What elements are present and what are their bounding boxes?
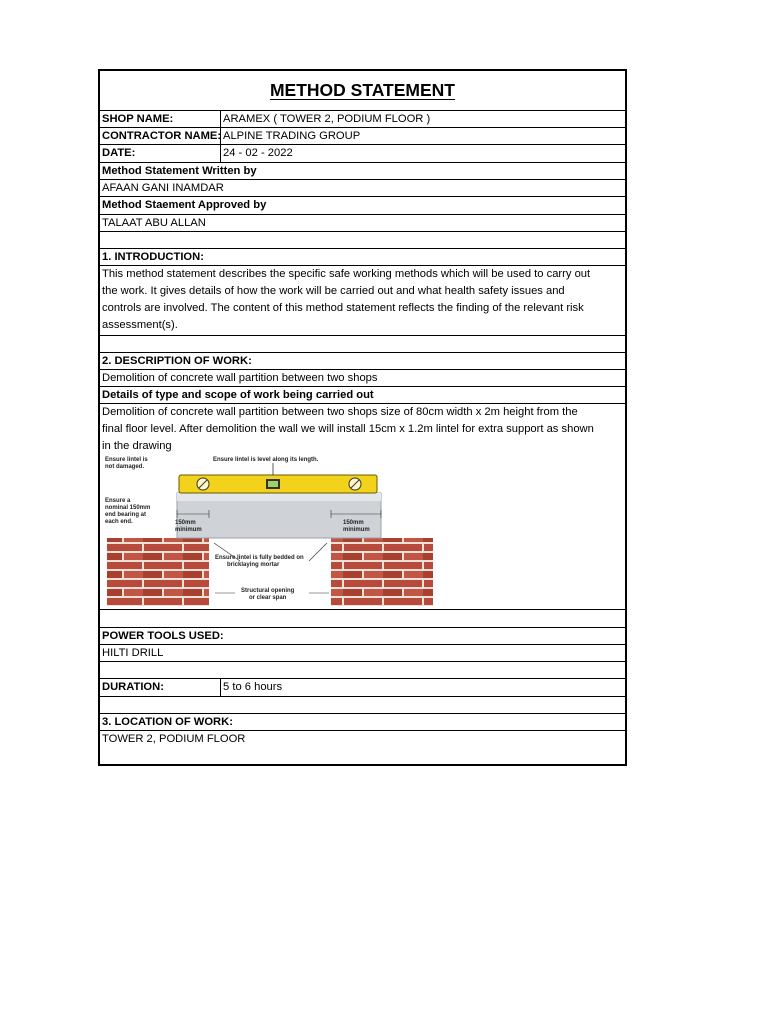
introduction-line: This method statement describes the specific safe working methods which will be used to carry out	[102, 268, 591, 280]
label-nominal-2: nominal 150mm	[105, 505, 151, 511]
page-title	[100, 71, 625, 111]
scope-section	[100, 404, 625, 610]
duration-label: DURATION:	[100, 679, 221, 696]
approved-by-value: TALAAT ABU ALLAN	[100, 215, 625, 232]
introduction-line: controls are involved. The content of this method statement reflects the finding of the relevant risk	[102, 302, 584, 314]
label-nominal-4: each end.	[105, 519, 133, 525]
shop-name-label: SHOP NAME:	[100, 111, 221, 127]
label-opening-2: or clear span	[249, 595, 287, 601]
label-bedded-1: Ensure lintel is fully bedded on	[215, 555, 304, 561]
label-min-left-1: 150mm	[175, 520, 196, 526]
label-nominal-1: Ensure a	[105, 498, 131, 504]
spacer-row	[100, 610, 625, 628]
label-opening-1: Structural opening	[241, 588, 295, 594]
approved-by-label: Method Staement Approved by	[100, 197, 625, 215]
scope-line: in the drawing	[102, 440, 172, 452]
spacer-row	[100, 232, 625, 249]
spacer-row	[100, 336, 625, 353]
scope-line: Demolition of concrete wall partition between two shops size of 80cm width x 2m height from the	[102, 406, 578, 418]
title-text: METHOD STATEMENT	[269, 80, 456, 100]
duration-value: 5 to 6 hours	[223, 681, 283, 693]
label-lintel-not-damaged-2: not damaged.	[105, 464, 145, 470]
power-tools-value: HILTI DRILL	[100, 645, 625, 662]
label-min-right-2: minimum	[343, 527, 370, 533]
scope-line: final floor level. After demolition the wall we will install 15cm x 1.2m lintel for extra support as shown	[102, 423, 594, 435]
contractor-name-value: ALPINE TRADING GROUP	[223, 130, 361, 142]
label-bedded-2: bricklaying mortar	[227, 562, 280, 568]
contractor-name-row	[100, 128, 625, 145]
label-min-right-1: 150mm	[343, 520, 364, 526]
spacer-row	[100, 697, 625, 714]
label-level-along: Ensure lintel is level along its length.	[213, 457, 319, 463]
power-tools-heading: POWER TOOLS USED:	[100, 628, 625, 645]
date-value: 24 - 02 - 2022	[223, 147, 293, 159]
written-by-value: AFAAN GANI INAMDAR	[100, 180, 625, 197]
date-label: DATE:	[100, 145, 221, 162]
description-summary: Demolition of concrete wall partition between two shops	[100, 370, 625, 387]
left-brick-pier	[107, 538, 209, 606]
introduction-line: assessment(s).	[102, 319, 178, 331]
label-min-left-2: minimum	[175, 527, 202, 533]
right-brick-pier	[331, 538, 433, 606]
date-row	[100, 145, 625, 163]
shop-name-row	[100, 111, 625, 128]
label-lintel-not-damaged-1: Ensure lintel is	[105, 457, 148, 463]
contractor-name-label: CONTRACTOR NAME:	[102, 130, 222, 142]
spacer-row	[100, 662, 625, 679]
introduction-line: the work. It gives details of how the work will be carried out and what health safety issues and	[102, 285, 565, 297]
location-heading: 3. LOCATION OF WORK:	[100, 714, 625, 731]
written-by-label: Method Statement Written by	[100, 163, 625, 180]
method-statement-sheet	[98, 69, 627, 766]
label-nominal-3: end bearing at	[105, 512, 147, 518]
shop-name-value: ARAMEX ( TOWER 2, PODIUM FLOOR )	[223, 113, 431, 125]
duration-row	[100, 679, 625, 697]
location-value: TOWER 2, PODIUM FLOOR	[102, 733, 246, 745]
scope-heading: Details of type and scope of work being carried out	[100, 387, 625, 404]
description-heading: 2. DESCRIPTION OF WORK:	[100, 353, 625, 370]
introduction-heading: 1. INTRODUCTION:	[100, 249, 625, 266]
introduction-text	[100, 266, 625, 336]
lintel-diagram	[103, 453, 443, 608]
